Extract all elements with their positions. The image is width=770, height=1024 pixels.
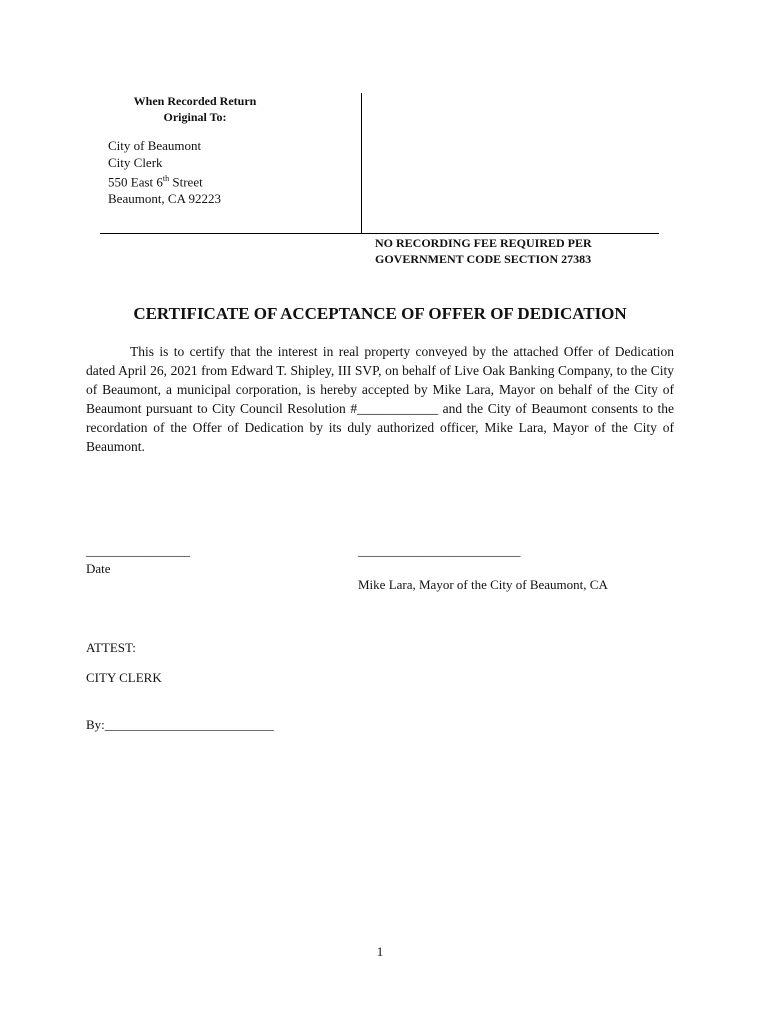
date-label: Date <box>86 561 111 576</box>
address-line-3-superscript: th <box>162 174 170 183</box>
attest-by-field <box>86 717 274 733</box>
date-signature-line[interactable]: ________________ <box>86 543 190 558</box>
recording-box-vertical-rule <box>361 93 362 234</box>
address-line-3 <box>108 171 221 191</box>
address-line-3-number: 550 East 6 <box>108 174 163 190</box>
fee-notice-line-2: GOVERNMENT CODE SECTION 27383 <box>375 252 592 266</box>
city-clerk-label: CITY CLERK <box>86 670 162 685</box>
address-line-1: City of Beaumont <box>108 138 202 153</box>
recording-fee-notice <box>375 235 592 267</box>
page-number: 1 <box>376 944 384 959</box>
address-line-3-street: Street <box>169 174 203 190</box>
by-label: By: <box>86 717 105 732</box>
certificate-body <box>86 342 674 456</box>
fee-notice-line-1: NO RECORDING FEE REQUIRED PER <box>375 236 592 250</box>
return-heading-line-2: Original To: <box>163 110 227 124</box>
address-line-2: City Clerk <box>108 154 163 170</box>
return-address-heading <box>105 93 285 125</box>
attest-label: ATTEST: <box>86 640 136 655</box>
document-title: CERTIFICATE OF ACCEPTANCE OF OFFER OF DEDICATION <box>133 304 627 323</box>
recipient-address <box>108 138 221 207</box>
certificate-body-text: This is to certify that the interest in real property conveyed by the attached Offer of Dedication dated April 26, 2021 from Edward T. Shipley, III SVP, on behalf of Live Oak Banking Company, to the City of Beaumont, a municipal corporation, is hereby accepted by Mike Lara, Mayor on behalf of the City of Beaumont pursuant to City Council Resolution #____________ and the City of Beaumont consents to the recordation of the Offer of Dedication by its duly authorized officer, Mike Lara, Mayor of the City of Beaumont. <box>86 344 674 454</box>
by-signature-line[interactable]: __________________________ <box>104 717 274 732</box>
mayor-signature-label: Mike Lara, Mayor of the City of Beaumont, CA <box>358 577 608 592</box>
mayor-signature-line[interactable]: _________________________ <box>358 543 521 558</box>
recording-box-horizontal-rule <box>100 233 659 234</box>
address-line-4: Beaumont, CA 92223 <box>108 190 222 206</box>
return-heading-line-1: When Recorded Return <box>133 94 257 108</box>
